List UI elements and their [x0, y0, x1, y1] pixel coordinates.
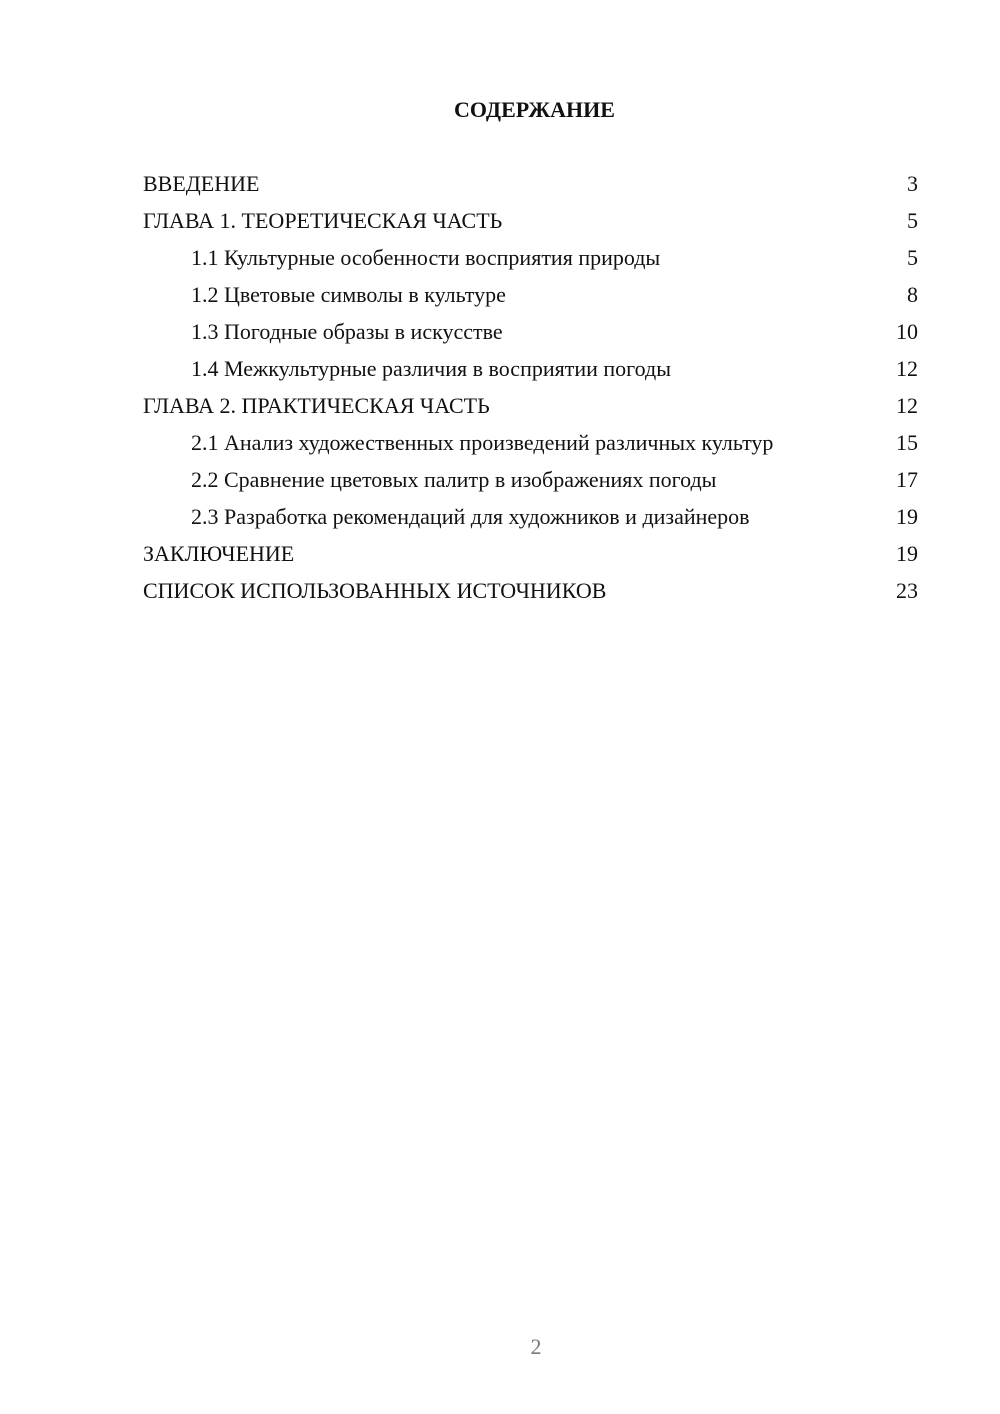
toc-entry-section-2-3 — [143, 503, 918, 530]
toc-entry-references — [143, 577, 918, 604]
toc-entry-section-1-2 — [143, 281, 918, 308]
page-number: 2 — [530, 1334, 542, 1359]
toc-entry-title: 2.1 Анализ художественных произведений различных культур — [191, 430, 774, 455]
toc-entry-title: ВВЕДЕНИЕ — [143, 171, 260, 196]
toc-entry-page: 15 — [896, 430, 918, 455]
toc-entry-title: 1.2 Цветовые символы в культуре — [191, 282, 506, 307]
toc-entry-chapter-2 — [143, 392, 918, 419]
toc-entry-page: 19 — [896, 541, 918, 566]
toc-entry-section-2-2 — [143, 466, 918, 493]
toc-entry-section-1-4 — [143, 355, 918, 382]
toc-entry-title: ГЛАВА 1. ТЕОРЕТИЧЕСКАЯ ЧАСТЬ — [143, 208, 503, 233]
toc-entry-page: 23 — [896, 578, 918, 603]
toc-entry-page: 5 — [907, 245, 918, 270]
toc-header — [143, 96, 918, 124]
toc-entry-conclusion — [143, 540, 918, 567]
toc-entry-page: 19 — [896, 504, 918, 529]
toc-entry-chapter-1 — [143, 207, 918, 234]
toc-entry-section-2-1 — [143, 429, 918, 456]
toc-entry-page: 3 — [907, 171, 918, 196]
toc-entry-title: 1.1 Культурные особенности восприятия природы — [191, 245, 661, 270]
toc-entry-title: ЗАКЛЮЧЕНИЕ — [143, 541, 295, 566]
toc-entry-introduction — [143, 170, 918, 197]
toc-entry-title: СПИСОК ИСПОЛЬЗОВАННЫХ ИСТОЧНИКОВ — [143, 578, 607, 603]
toc-entry-title: ГЛАВА 2. ПРАКТИЧЕСКАЯ ЧАСТЬ — [143, 393, 490, 418]
toc-entry-page: 8 — [907, 282, 918, 307]
toc-entry-title: 2.3 Разработка рекомендаций для художников и дизайнеров — [191, 504, 750, 529]
toc-entry-title: 1.4 Межкультурные различия в восприятии погоды — [191, 356, 671, 381]
toc-entry-page: 12 — [896, 356, 918, 381]
table-of-contents — [143, 170, 918, 614]
toc-entry-page: 10 — [896, 319, 918, 344]
toc-entry-page: 5 — [907, 208, 918, 233]
toc-entry-title: 2.2 Сравнение цветовых палитр в изображениях погоды — [191, 467, 717, 492]
toc-entry-section-1-1 — [143, 244, 918, 271]
toc-entry-title: 1.3 Погодные образы в искусстве — [191, 319, 503, 344]
toc-entry-page: 12 — [896, 393, 918, 418]
toc-entry-section-1-3 — [143, 318, 918, 345]
page-title: СОДЕРЖАНИЕ — [454, 97, 615, 122]
toc-entry-page: 17 — [896, 467, 918, 492]
